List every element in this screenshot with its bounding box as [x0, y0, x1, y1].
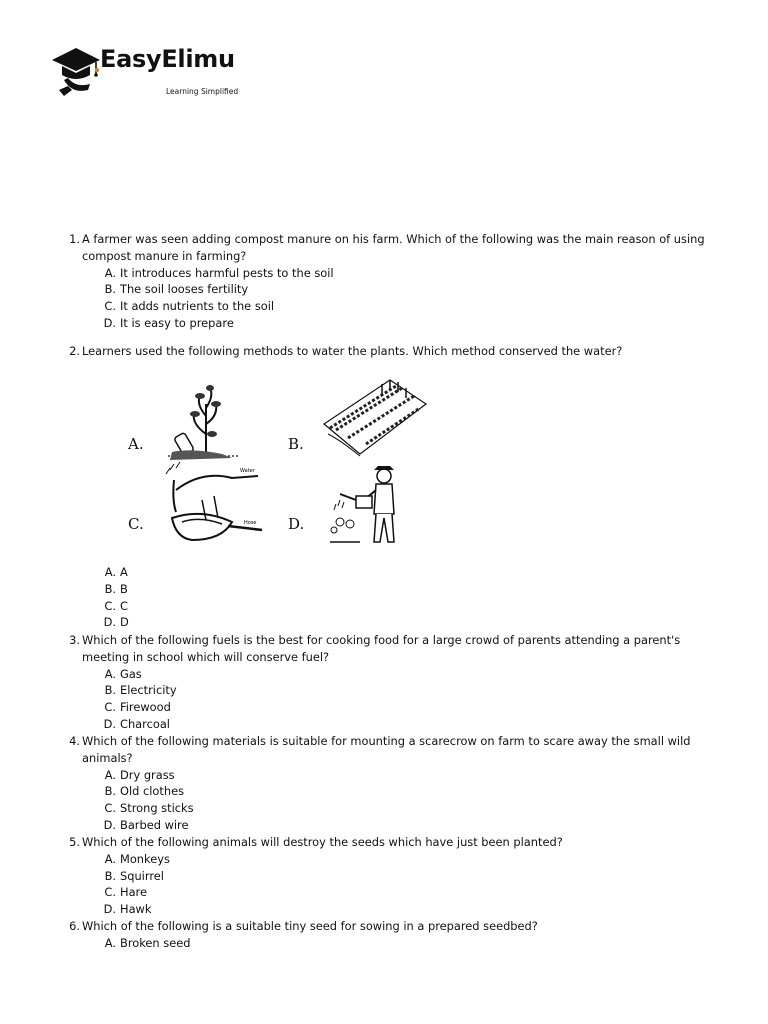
question-number: 3. [69, 633, 80, 647]
question-number: 2. [69, 344, 80, 358]
question-number: 4. [69, 734, 80, 748]
question-text: Which of the following materials is suitable for mounting a scarecrow on farm to scare away the small wild animals? [82, 734, 691, 765]
option-item: D. D [103, 615, 129, 630]
question-number: 6. [69, 919, 80, 933]
option-list [62, 564, 727, 631]
svg-text:Hose: Hose [244, 520, 257, 526]
question-number: 5. [69, 835, 80, 849]
option-item: A. Broken seed [104, 935, 191, 950]
figure-label-d: D. [288, 515, 305, 533]
option-item: D. Hawk [103, 902, 152, 917]
option-item: B. B [104, 581, 128, 596]
question-text: Which of the following is a suitable tiny seed for sowing in a prepared seedbed? [82, 919, 538, 933]
hose-pipe-illustration [162, 460, 272, 550]
question-2 [62, 343, 727, 360]
question-3 [62, 632, 727, 733]
option-list [62, 851, 727, 918]
option-list [62, 935, 727, 952]
question-text: A farmer was seen adding compost manure on his farm. Which of the following was the main reason of using compost manure in farming? [82, 232, 705, 263]
option-item: A. Gas [104, 666, 142, 681]
graduation-cap-icon [50, 44, 102, 100]
brand-logo [50, 44, 250, 100]
option-item: B. The soil looses fertility [104, 282, 249, 297]
option-item: B. Old clothes [104, 784, 185, 799]
option-item: C. Hare [104, 885, 147, 900]
option-item: B. Electricity [104, 683, 177, 698]
option-item: C. It adds nutrients to the soil [104, 299, 275, 314]
option-item: D. It is easy to prepare [103, 315, 234, 330]
question-6 [62, 918, 727, 952]
question-text: Which of the following animals will destroy the seeds which have just been planted? [82, 835, 563, 849]
option-item: A. Dry grass [104, 767, 175, 782]
question-1 [62, 231, 727, 332]
figure-label-b: B. [288, 435, 304, 453]
question-number: 1. [69, 232, 80, 246]
drip-bottle-plant-illustration [162, 374, 242, 464]
option-item: B. Squirrel [104, 868, 164, 883]
option-item: C. C [104, 598, 128, 613]
brand-name: EasyElimu [100, 45, 235, 73]
option-item: A. It introduces harmful pests to the soil [104, 265, 334, 280]
figure-label-a: A. [128, 435, 144, 453]
option-item: C. Strong sticks [104, 801, 194, 816]
option-item: D. Barbed wire [103, 817, 189, 832]
option-list [62, 265, 727, 332]
question-text: Learners used the following methods to water the plants. Which method conserved the water? [82, 344, 623, 358]
brand-tagline: Learning Simplified [166, 87, 239, 96]
option-item: D. Charcoal [103, 716, 170, 731]
watering-can-person-illustration [330, 460, 430, 550]
option-list [62, 767, 727, 834]
garden-rows-illustration [320, 374, 430, 464]
question-5 [62, 834, 727, 918]
option-item: A. Monkeys [104, 851, 170, 866]
question-2-options [62, 564, 727, 631]
option-item: A. A [104, 565, 128, 579]
question-text: Which of the following fuels is the best for cooking food for a large crowd of parents attending a parent's meeting in school which will conserve fuel? [82, 633, 681, 664]
option-list [62, 666, 727, 733]
question-4 [62, 733, 727, 834]
option-item: C. Firewood [104, 700, 171, 715]
watering-methods-figure [126, 372, 426, 552]
svg-text:Water: Water [240, 468, 255, 474]
figure-label-c: C. [128, 515, 144, 533]
